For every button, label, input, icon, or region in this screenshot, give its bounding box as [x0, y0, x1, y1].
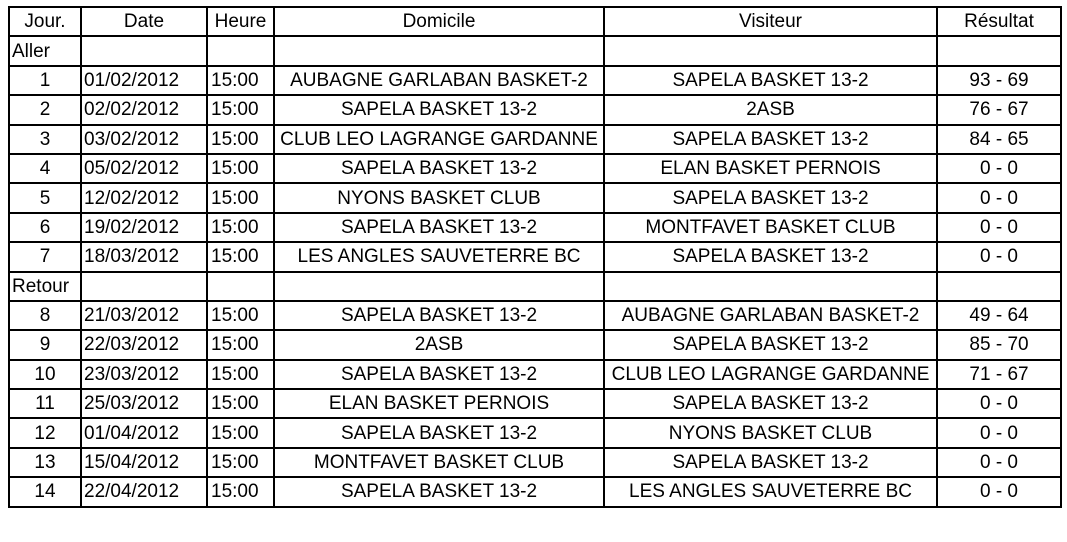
header-round: Jour.: [9, 7, 81, 36]
match-row: [9, 213, 1061, 242]
header-time: Heure: [207, 7, 274, 36]
empty-cell: [274, 272, 604, 301]
match-round: 2: [9, 95, 81, 124]
match-date: 21/03/2012: [81, 301, 207, 330]
section-row: [9, 36, 1061, 65]
match-home-team: SAPELA BASKET 13-2: [274, 301, 604, 330]
match-away-team: NYONS BASKET CLUB: [604, 418, 937, 447]
section-label: Retour: [9, 272, 81, 301]
match-round: 4: [9, 154, 81, 183]
section-label: Aller: [9, 36, 81, 65]
match-result: 93 - 69: [937, 66, 1061, 95]
match-row: [9, 154, 1061, 183]
match-home-team: SAPELA BASKET 13-2: [274, 477, 604, 506]
empty-cell: [207, 272, 274, 301]
match-home-team: SAPELA BASKET 13-2: [274, 213, 604, 242]
schedule-table: [8, 6, 1062, 508]
match-time: 15:00: [207, 330, 274, 359]
match-date: 05/02/2012: [81, 154, 207, 183]
match-round: 8: [9, 301, 81, 330]
match-time: 15:00: [207, 418, 274, 447]
match-date: 01/02/2012: [81, 66, 207, 95]
match-result: 0 - 0: [937, 389, 1061, 418]
match-time: 15:00: [207, 242, 274, 271]
match-round: 13: [9, 448, 81, 477]
match-date: 18/03/2012: [81, 242, 207, 271]
match-time: 15:00: [207, 301, 274, 330]
empty-cell: [274, 36, 604, 65]
match-round: 12: [9, 418, 81, 447]
match-row: [9, 418, 1061, 447]
header-date: Date: [81, 7, 207, 36]
match-home-team: SAPELA BASKET 13-2: [274, 418, 604, 447]
match-time: 15:00: [207, 183, 274, 212]
match-row: [9, 95, 1061, 124]
match-time: 15:00: [207, 477, 274, 506]
match-date: 19/02/2012: [81, 213, 207, 242]
match-result: 0 - 0: [937, 242, 1061, 271]
header-away: Visiteur: [604, 7, 937, 36]
match-away-team: SAPELA BASKET 13-2: [604, 183, 937, 212]
match-row: [9, 477, 1061, 506]
match-home-team: 2ASB: [274, 330, 604, 359]
match-result: 71 - 67: [937, 360, 1061, 389]
match-date: 22/03/2012: [81, 330, 207, 359]
match-round: 6: [9, 213, 81, 242]
empty-cell: [937, 272, 1061, 301]
match-row: [9, 330, 1061, 359]
match-round: 7: [9, 242, 81, 271]
match-time: 15:00: [207, 360, 274, 389]
match-result: 85 - 70: [937, 330, 1061, 359]
match-home-team: MONTFAVET BASKET CLUB: [274, 448, 604, 477]
match-home-team: LES ANGLES SAUVETERRE BC: [274, 242, 604, 271]
match-result: 0 - 0: [937, 418, 1061, 447]
match-away-team: SAPELA BASKET 13-2: [604, 389, 937, 418]
match-date: 23/03/2012: [81, 360, 207, 389]
schedule-body: [9, 36, 1061, 506]
empty-cell: [937, 36, 1061, 65]
match-home-team: SAPELA BASKET 13-2: [274, 95, 604, 124]
match-home-team: AUBAGNE GARLABAN BASKET-2: [274, 66, 604, 95]
match-row: [9, 242, 1061, 271]
match-date: 22/04/2012: [81, 477, 207, 506]
match-time: 15:00: [207, 154, 274, 183]
match-home-team: ELAN BASKET PERNOIS: [274, 389, 604, 418]
match-row: [9, 183, 1061, 212]
section-row: [9, 272, 1061, 301]
match-round: 9: [9, 330, 81, 359]
match-away-team: SAPELA BASKET 13-2: [604, 448, 937, 477]
match-row: [9, 389, 1061, 418]
match-date: 01/04/2012: [81, 418, 207, 447]
match-result: 84 - 65: [937, 125, 1061, 154]
match-round: 3: [9, 125, 81, 154]
match-date: 15/04/2012: [81, 448, 207, 477]
match-round: 14: [9, 477, 81, 506]
match-away-team: SAPELA BASKET 13-2: [604, 66, 937, 95]
match-result: 0 - 0: [937, 448, 1061, 477]
match-away-team: 2ASB: [604, 95, 937, 124]
match-time: 15:00: [207, 448, 274, 477]
empty-cell: [81, 272, 207, 301]
match-row: [9, 66, 1061, 95]
match-result: 0 - 0: [937, 213, 1061, 242]
match-result: 49 - 64: [937, 301, 1061, 330]
match-time: 15:00: [207, 389, 274, 418]
match-round: 11: [9, 389, 81, 418]
match-result: 76 - 67: [937, 95, 1061, 124]
match-away-team: AUBAGNE GARLABAN BASKET-2: [604, 301, 937, 330]
empty-cell: [604, 272, 937, 301]
match-away-team: ELAN BASKET PERNOIS: [604, 154, 937, 183]
match-away-team: LES ANGLES SAUVETERRE BC: [604, 477, 937, 506]
match-time: 15:00: [207, 66, 274, 95]
match-round: 10: [9, 360, 81, 389]
match-away-team: MONTFAVET BASKET CLUB: [604, 213, 937, 242]
match-home-team: NYONS BASKET CLUB: [274, 183, 604, 212]
match-away-team: CLUB LEO LAGRANGE GARDANNE: [604, 360, 937, 389]
header-home: Domicile: [274, 7, 604, 36]
match-row: [9, 448, 1061, 477]
match-away-team: SAPELA BASKET 13-2: [604, 330, 937, 359]
empty-cell: [81, 36, 207, 65]
match-time: 15:00: [207, 125, 274, 154]
empty-cell: [207, 36, 274, 65]
match-date: 02/02/2012: [81, 95, 207, 124]
match-away-team: SAPELA BASKET 13-2: [604, 125, 937, 154]
match-date: 12/02/2012: [81, 183, 207, 212]
match-time: 15:00: [207, 213, 274, 242]
match-date: 25/03/2012: [81, 389, 207, 418]
match-result: 0 - 0: [937, 183, 1061, 212]
match-time: 15:00: [207, 95, 274, 124]
header-result: Résultat: [937, 7, 1061, 36]
match-home-team: SAPELA BASKET 13-2: [274, 360, 604, 389]
match-round: 1: [9, 66, 81, 95]
match-row: [9, 360, 1061, 389]
match-result: 0 - 0: [937, 154, 1061, 183]
match-result: 0 - 0: [937, 477, 1061, 506]
match-away-team: SAPELA BASKET 13-2: [604, 242, 937, 271]
match-home-team: CLUB LEO LAGRANGE GARDANNE: [274, 125, 604, 154]
empty-cell: [604, 36, 937, 65]
match-row: [9, 301, 1061, 330]
match-row: [9, 125, 1061, 154]
match-home-team: SAPELA BASKET 13-2: [274, 154, 604, 183]
match-date: 03/02/2012: [81, 125, 207, 154]
header-row: [9, 7, 1061, 36]
match-round: 5: [9, 183, 81, 212]
